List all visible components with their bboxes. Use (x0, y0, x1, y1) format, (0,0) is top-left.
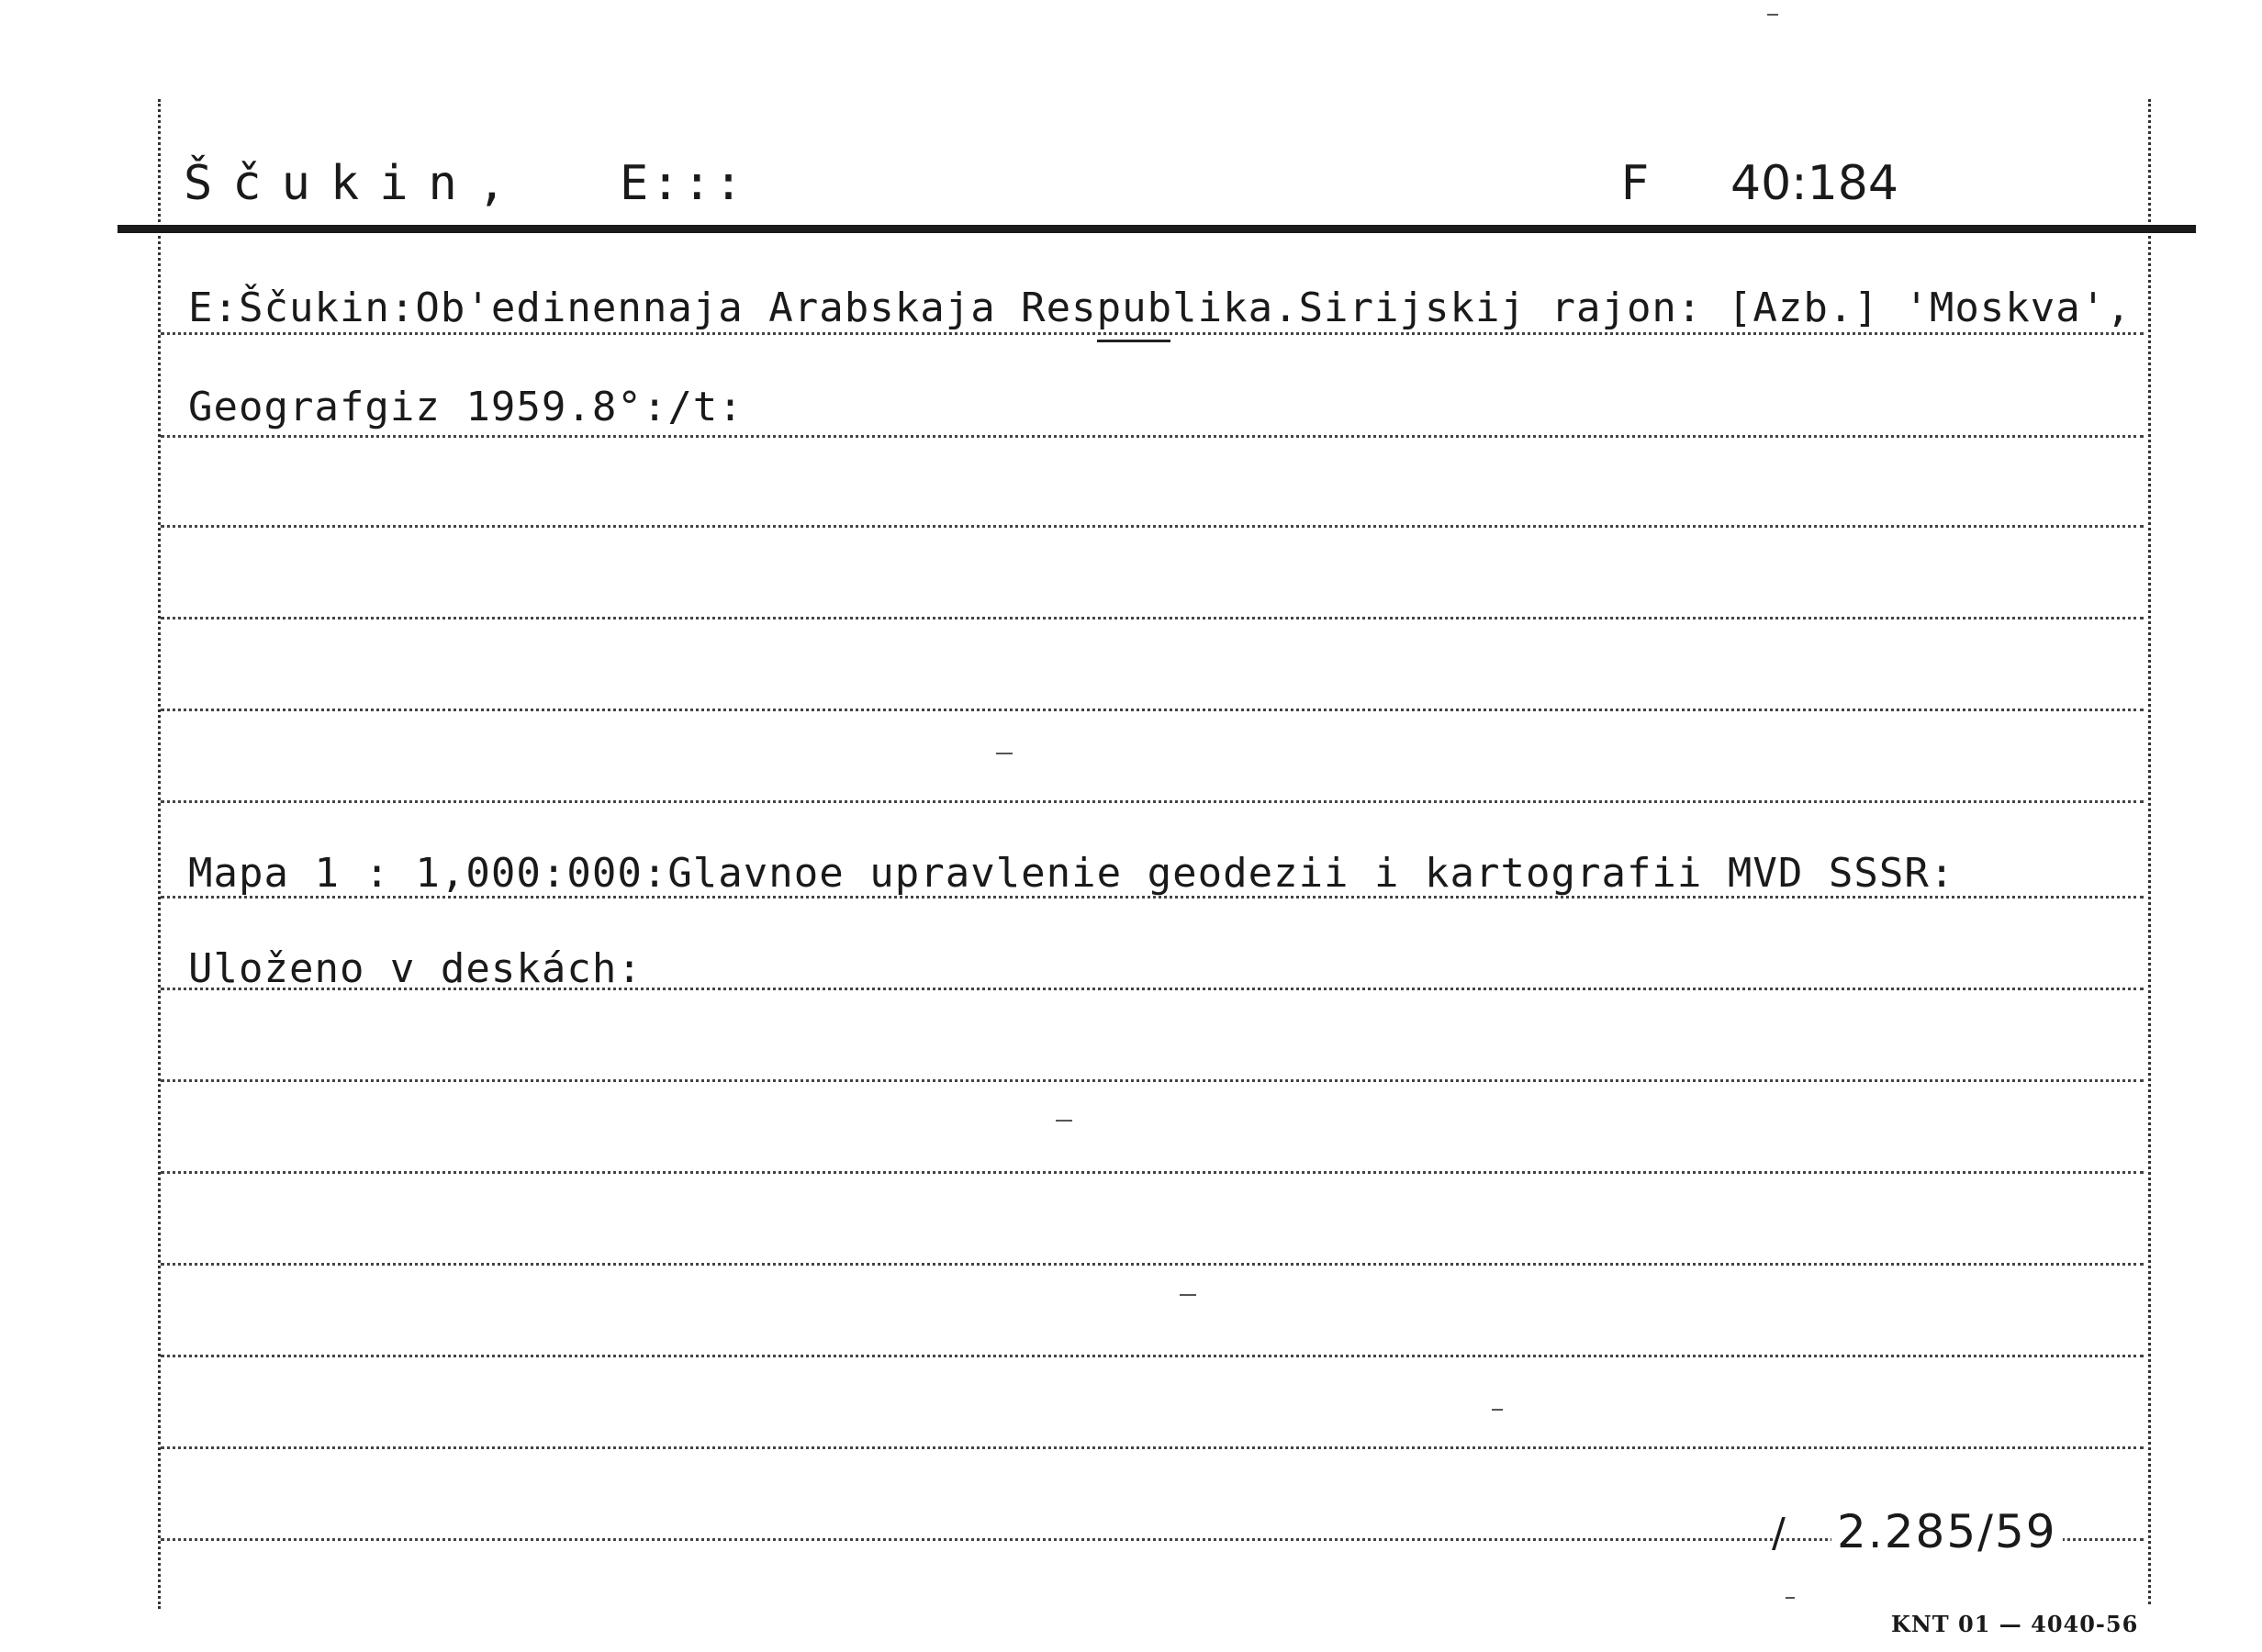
accession-number: 2.285/59 (1831, 1505, 2063, 1558)
accession-slash-mark: / (1772, 1510, 1786, 1557)
author-surname: Ščukin, (184, 156, 527, 211)
ruled-line (161, 988, 2144, 990)
card-form-number: KNT 01 — 4040-56 (1891, 1611, 2139, 1637)
left-margin-line (158, 99, 161, 1609)
stray-mark (996, 753, 1013, 754)
ruled-line (161, 617, 2144, 620)
entry-line-1: E:Ščukin:Ob'edinennaja Arabskaja Respublika.Sirijskij rajon: [Azb.] 'Moskva', (188, 285, 2132, 331)
heading-rule (118, 225, 2196, 233)
author-initial: E::: (620, 156, 746, 211)
stray-mark (1492, 1409, 1503, 1411)
ruled-line (161, 525, 2144, 528)
ruled-line (161, 1171, 2144, 1174)
note-line-1: Mapa 1 : 1,000:000:Glavnoe upravlenie geodezii i kartografii MVD SSSR: (188, 850, 1955, 897)
ruled-line (161, 896, 2144, 899)
ruled-line (161, 332, 2144, 335)
entry-line-2: Geografgiz 1959.8°:/t: (188, 384, 744, 430)
ruled-line (161, 435, 2144, 438)
ruled-line (161, 1079, 2144, 1082)
shelfmark: 40:184 (1730, 156, 1898, 211)
note-line-2: Uloženo v deskách: (188, 945, 643, 992)
stray-mark (1767, 14, 1778, 16)
ruled-line (161, 1446, 2144, 1449)
underline-mark (1097, 340, 1170, 342)
ruled-line (161, 1355, 2144, 1357)
ruled-line (161, 1263, 2144, 1266)
collection-prefix: F (1620, 156, 1652, 211)
ruled-line (161, 709, 2144, 711)
stray-mark (1786, 1597, 1795, 1599)
stray-mark (1056, 1120, 1072, 1122)
stray-mark (1180, 1294, 1196, 1296)
ruled-line (161, 800, 2144, 803)
right-margin-line (2148, 99, 2151, 1604)
